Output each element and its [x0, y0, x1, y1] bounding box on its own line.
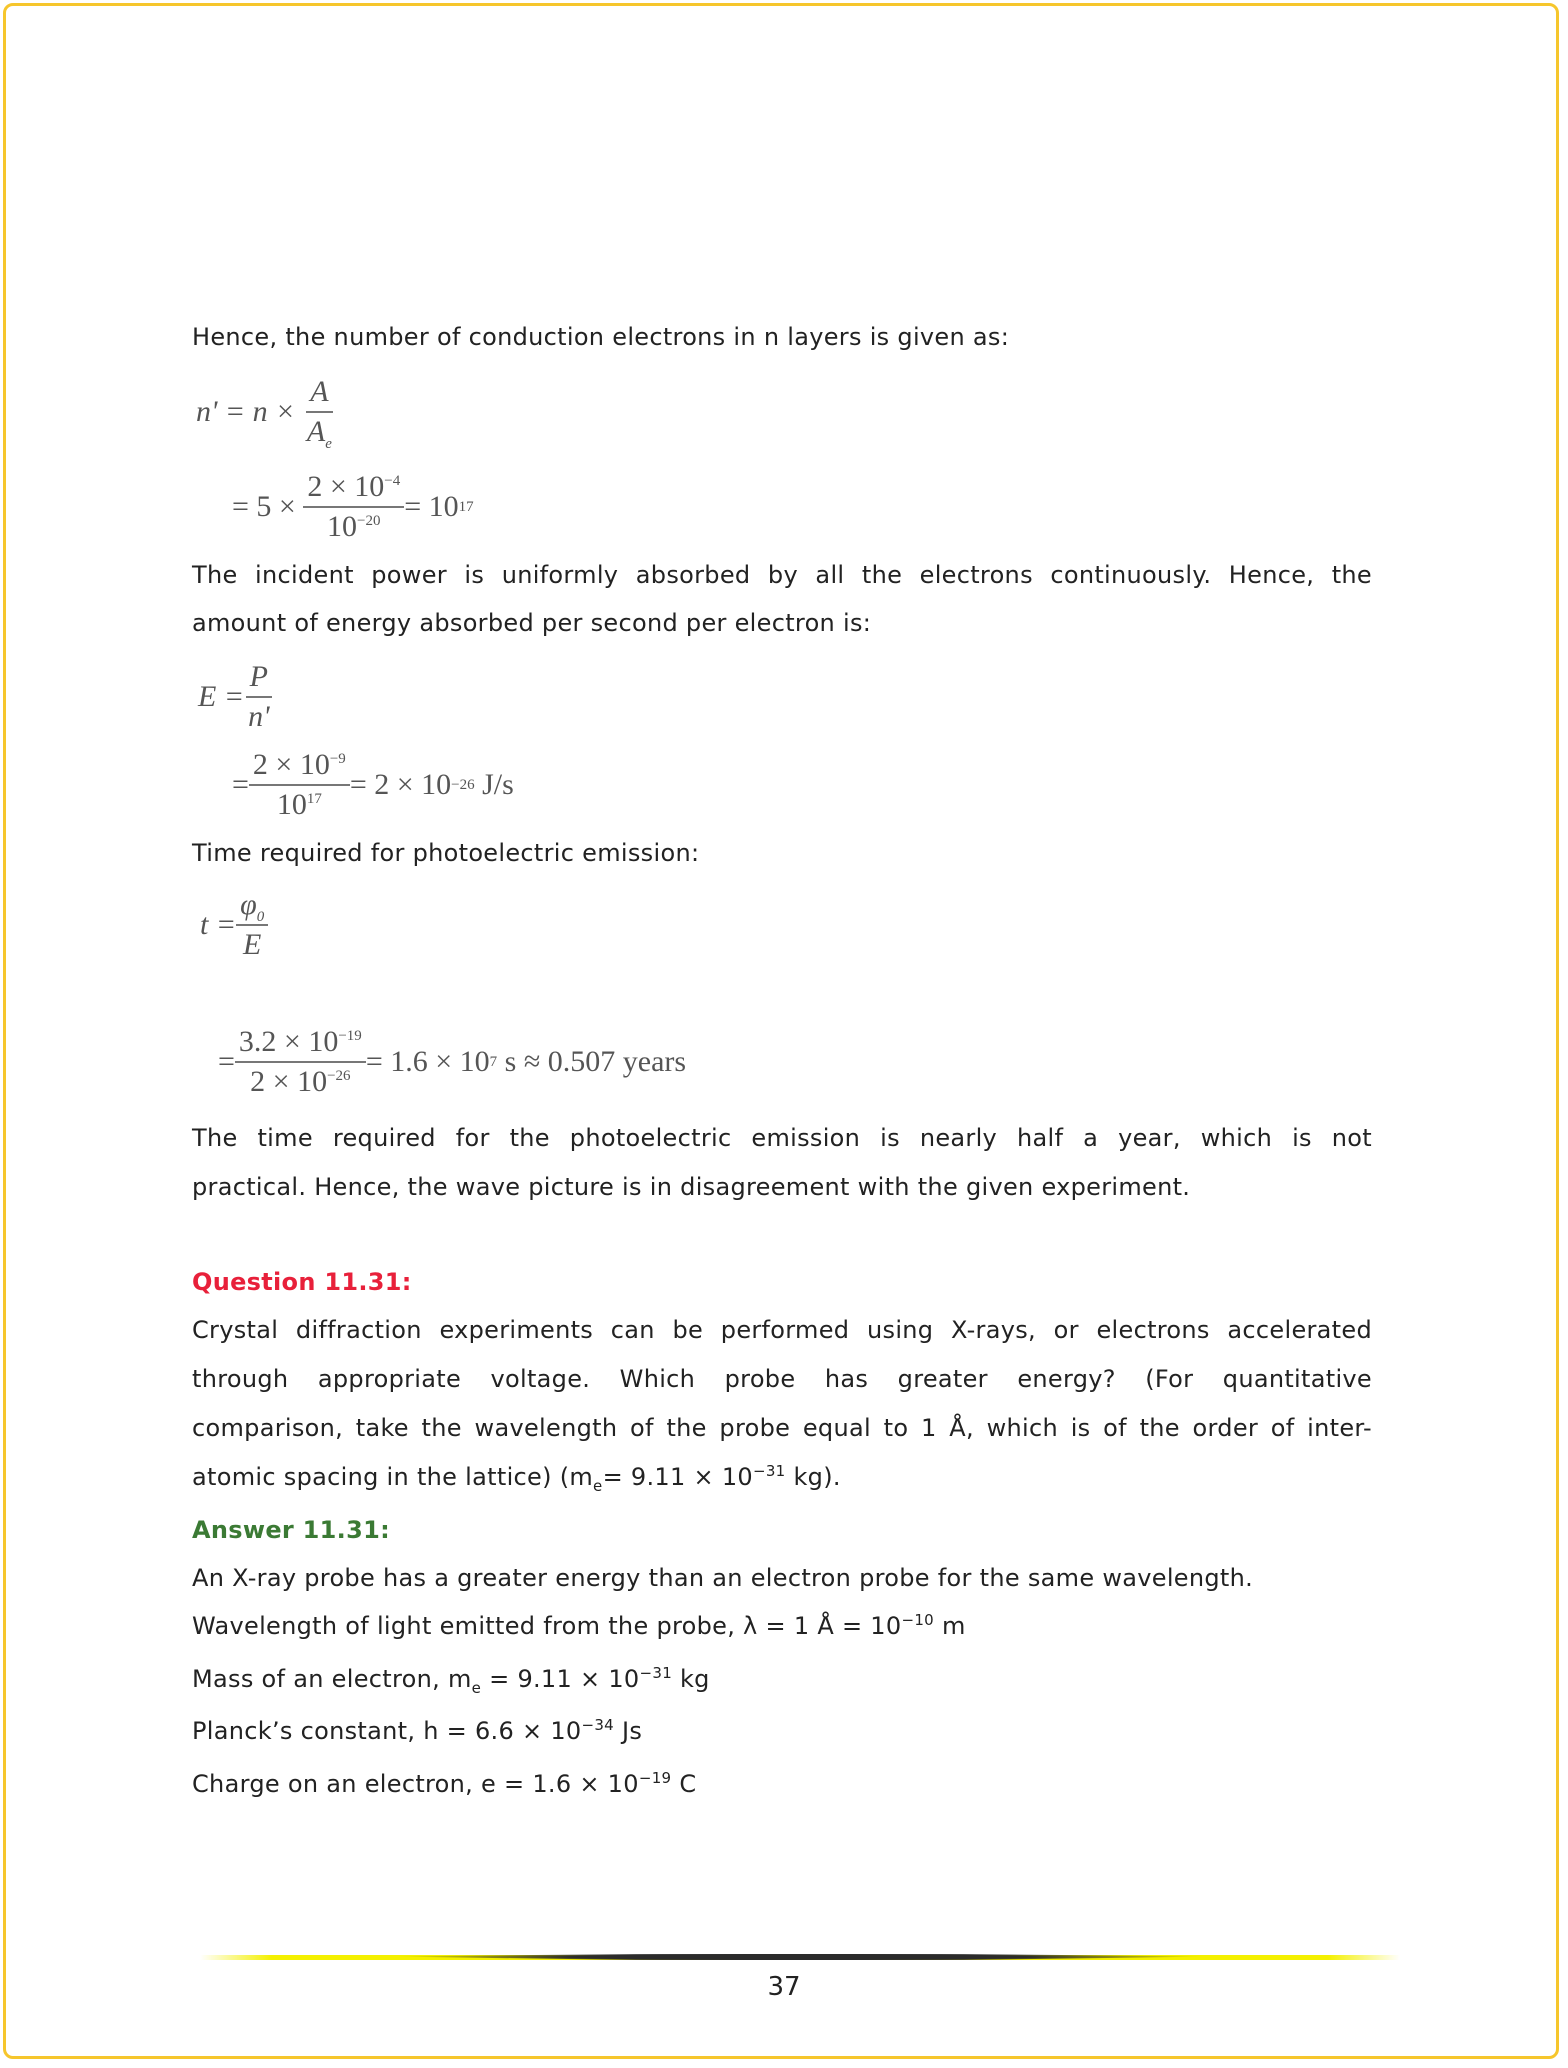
exponent: −9 — [329, 751, 346, 767]
answer-statement: An X-ray probe has a greater energy than an electron probe for the same wavelength. — [192, 1564, 1254, 1592]
numerator: P — [246, 660, 272, 698]
fraction — [249, 748, 350, 822]
fraction — [303, 375, 336, 452]
time-intro-text: Time required for photoelectric emission: — [192, 839, 700, 867]
text-span: atomic spacing in the lattice) (m — [192, 1463, 594, 1491]
subscript: e — [325, 436, 332, 452]
numerator: 3.2 × 10 — [238, 1025, 339, 1058]
equation-n-prime-line1 — [196, 375, 336, 452]
eq-lhs: t = — [200, 908, 237, 941]
exponent: −31 — [752, 1462, 786, 1480]
numerator: φ — [240, 888, 257, 921]
fraction — [236, 888, 268, 962]
question-heading: Question 11.31: — [192, 1268, 412, 1296]
fraction — [303, 470, 404, 544]
denominator: 10 — [327, 510, 358, 543]
exponent: −31 — [639, 1664, 673, 1682]
incident-text-line1: The incident power is uniformly absorbed by all the electrons continuously. Hence, the — [192, 561, 1372, 589]
exponent: −19 — [638, 1769, 672, 1787]
eq-lhs: E = — [198, 680, 245, 713]
equation-time-line1 — [200, 888, 268, 962]
text-span: kg — [672, 1665, 710, 1693]
text-span: C — [671, 1770, 697, 1798]
answer-planck — [192, 1716, 1372, 1746]
incident-text-line2: amount of energy absorbed per second per electron is: — [192, 609, 872, 637]
page-number: 37 — [767, 1972, 801, 2002]
question-text-line: comparison, take the wavelength of the probe equal to 1 Å, which is of the order of inter- — [192, 1414, 1372, 1442]
eq-prefix: = — [232, 768, 249, 801]
question-text-line: Crystal diffraction experiments can be performed using X-rays, or electrons accelerated — [192, 1316, 1372, 1344]
answer-charge — [192, 1769, 1372, 1799]
conclusion-text-line1: The time required for the photoelectric emission is nearly half a year, which is not — [192, 1124, 1372, 1152]
fraction — [235, 1025, 366, 1099]
intro-text: Hence, the number of conduction electrons in n layers is given as: — [192, 323, 1010, 351]
conclusion-text-line2: practical. Hence, the wave picture is in disagreement with the given experiment. — [192, 1173, 1191, 1201]
fraction — [244, 660, 273, 734]
subscript: 0 — [256, 909, 265, 925]
text-span: Planck’s constant, h = 6.6 × 10 — [192, 1717, 582, 1745]
text-span: m — [934, 1612, 966, 1640]
text-span: Wavelength of light emitted from the probe, λ = 1 Å = 10 — [192, 1612, 902, 1640]
denominator: 2 × 10 — [250, 1065, 328, 1098]
equation-energy-line2: = $\frac{2 \times 10^{-9}}{10^{17}}$ = 2 × 10 −26 J/s — [232, 748, 514, 821]
exponent: −34 — [581, 1716, 615, 1734]
equation-n-prime-line2: = 5 × $\frac{2 \times 10^{-4}}{10^{-20}}$ = 10 17 — [232, 470, 474, 543]
equation-energy-line1 — [198, 660, 274, 734]
text-span: kg). — [785, 1463, 841, 1491]
eq-prefix: = 5 × — [232, 490, 296, 523]
denominator: A — [306, 415, 326, 448]
subscript: e — [471, 1678, 482, 1697]
exponent: −20 — [357, 513, 381, 529]
exponent: −4 — [384, 473, 401, 489]
numerator: 2 × 10 — [307, 470, 385, 503]
answer-wavelength — [192, 1611, 1372, 1641]
eq-result: = 1.6 × 10 — [365, 1045, 490, 1078]
text-span: = 9.11 × 10 — [481, 1665, 640, 1693]
eq-result: = 2 × 10 — [349, 768, 452, 801]
subscript: e — [593, 1476, 603, 1495]
equation-time-line2: = $\frac{3.2 \times 10^{-19}}{2 \times 10^{-26}}$ = 1.6 × 10 7 s ≈ 0.507 years — [218, 1025, 687, 1098]
exponent: −10 — [901, 1611, 935, 1629]
exponent: 17 — [306, 791, 322, 807]
denominator: n' — [248, 700, 270, 733]
numerator: A — [306, 375, 332, 413]
text-span: = 9.11 × 10 — [602, 1463, 753, 1491]
eq-result: = 10 — [404, 490, 459, 523]
eq-lhs: n' = n × — [196, 395, 296, 428]
exponent: −19 — [338, 1028, 362, 1044]
eq-prefix: = — [218, 1045, 235, 1078]
text-span: Charge on an electron, e = 1.6 × 10 — [192, 1770, 639, 1798]
answer-heading: Answer 11.31: — [192, 1516, 390, 1544]
exponent: −26 — [327, 1068, 351, 1084]
answer-mass — [192, 1664, 1372, 1697]
denominator: E — [242, 928, 262, 961]
question-text-line — [192, 1462, 1372, 1495]
numerator: 2 × 10 — [252, 748, 330, 781]
text-span: Mass of an electron, m — [192, 1665, 472, 1693]
text-span: Js — [614, 1717, 643, 1745]
unit: s ≈ 0.507 years — [504, 1045, 687, 1078]
denominator: 10 — [276, 788, 307, 821]
question-text-line: through appropriate voltage. Which probe has greater energy? (For quantitative — [192, 1365, 1372, 1393]
unit: J/s — [482, 768, 514, 801]
